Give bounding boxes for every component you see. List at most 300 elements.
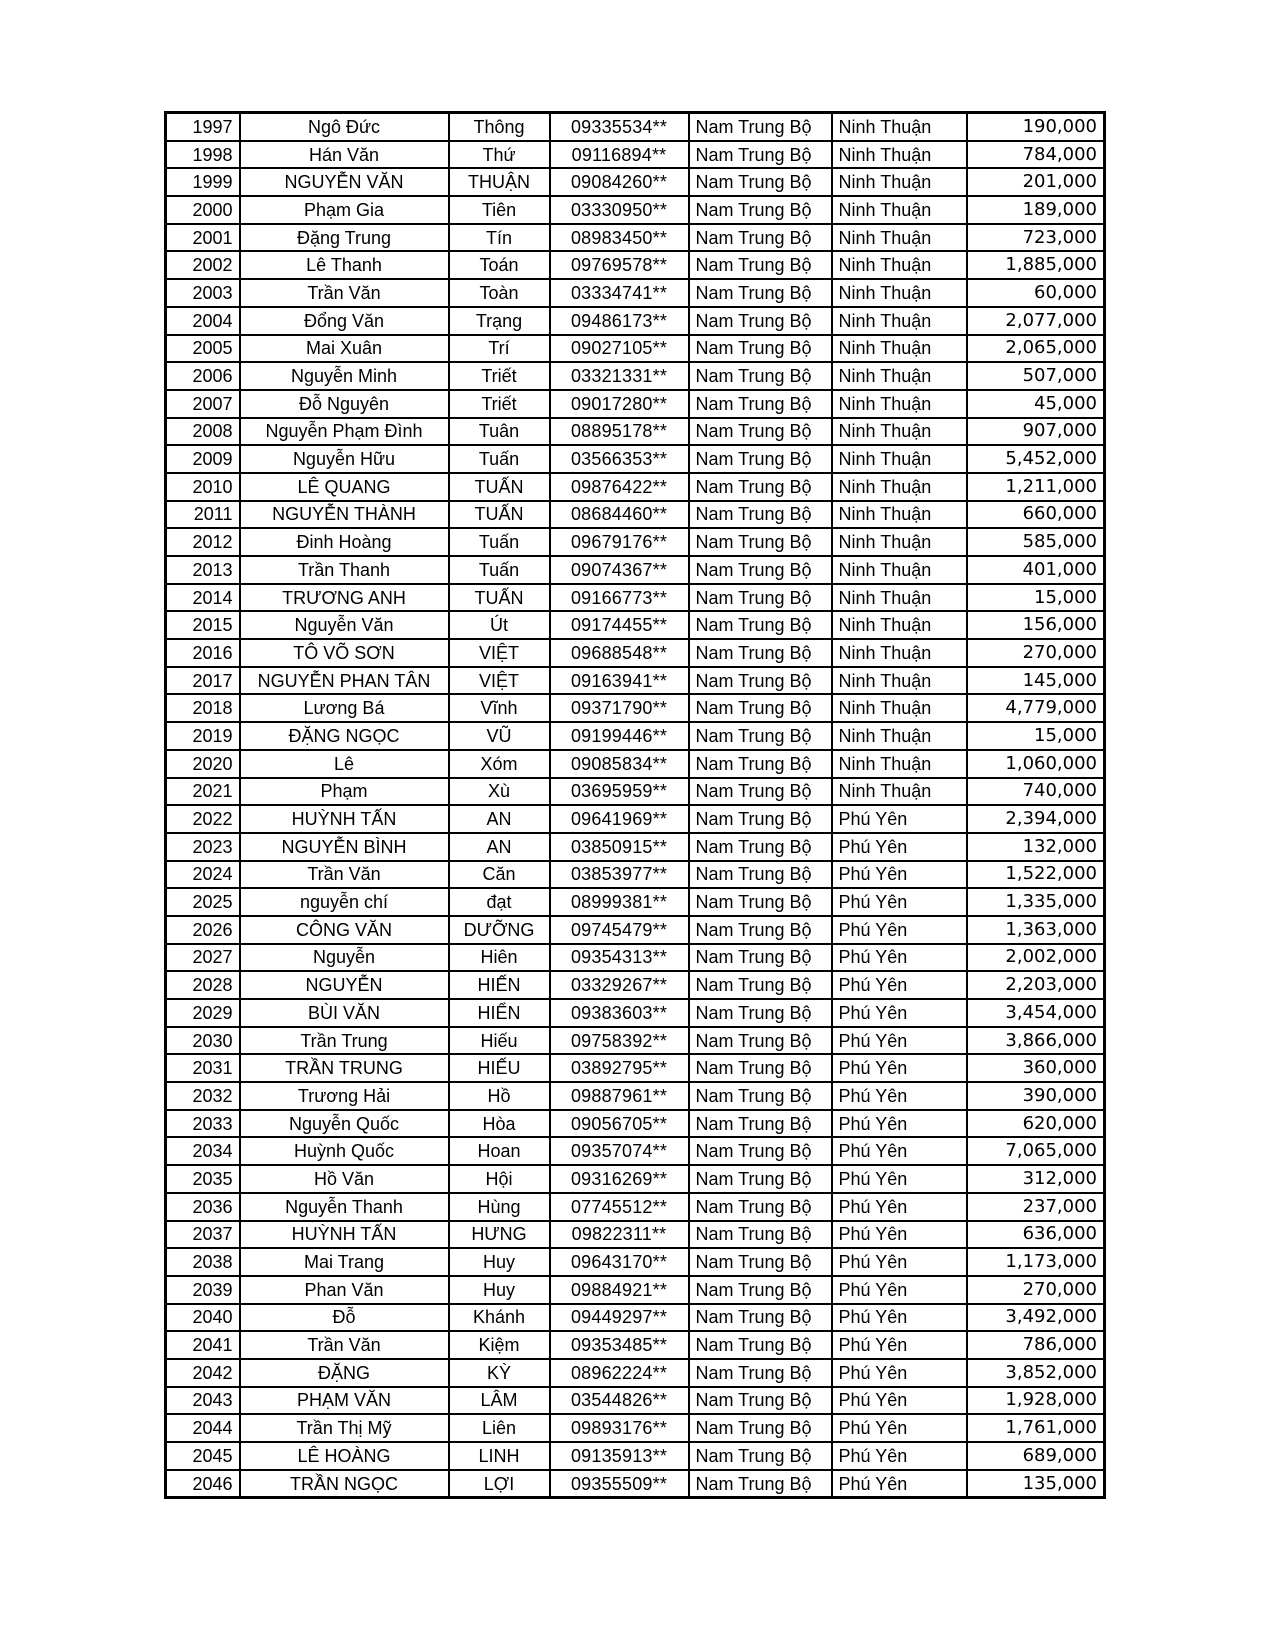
province-cell: Ninh Thuận xyxy=(832,362,967,390)
surname-middle-name-cell: Nguyễn Văn xyxy=(240,611,449,639)
given-name-cell: HIỂN xyxy=(449,999,550,1027)
province-cell: Phú Yên xyxy=(832,999,967,1027)
phone-masked-cell: 03321331** xyxy=(550,362,689,390)
region-cell: Nam Trung Bộ xyxy=(689,1331,832,1359)
province-cell: Phú Yên xyxy=(832,805,967,833)
region-cell: Nam Trung Bộ xyxy=(689,528,832,556)
province-cell: Ninh Thuận xyxy=(832,113,967,141)
surname-middle-name-cell: ĐẶNG NGỌC xyxy=(240,722,449,750)
given-name-cell: Tuấn xyxy=(449,528,550,556)
table-row xyxy=(166,1221,1105,1249)
surname-middle-name-cell: ĐẶNG xyxy=(240,1359,449,1387)
surname-middle-name-cell: Trần Văn xyxy=(240,861,449,889)
amount-cell: 60,000 xyxy=(967,279,1105,307)
region-cell: Nam Trung Bộ xyxy=(689,362,832,390)
given-name-cell: DƯỠNG xyxy=(449,916,550,944)
table-row xyxy=(166,1137,1105,1165)
table-row xyxy=(166,611,1105,639)
phone-masked-cell: 09116894** xyxy=(550,141,689,169)
given-name-cell: Thông xyxy=(449,113,550,141)
row-number-cell: 2004 xyxy=(166,307,240,335)
surname-middle-name-cell: NGUYỄN xyxy=(240,971,449,999)
row-number-cell: 2044 xyxy=(166,1414,240,1442)
province-cell: Phú Yên xyxy=(832,1137,967,1165)
province-cell: Phú Yên xyxy=(832,1276,967,1304)
given-name-cell: Liên xyxy=(449,1414,550,1442)
region-cell: Nam Trung Bộ xyxy=(689,1387,832,1415)
given-name-cell: Hòa xyxy=(449,1110,550,1138)
row-number-cell: 2006 xyxy=(166,362,240,390)
phone-masked-cell: 09641969** xyxy=(550,805,689,833)
table-row xyxy=(166,418,1105,446)
amount-cell: 4,779,000 xyxy=(967,694,1105,722)
given-name-cell: Trạng xyxy=(449,307,550,335)
region-cell: Nam Trung Bộ xyxy=(689,639,832,667)
table-row xyxy=(166,999,1105,1027)
row-number-cell: 2010 xyxy=(166,473,240,501)
amount-cell: 190,000 xyxy=(967,113,1105,141)
province-cell: Ninh Thuận xyxy=(832,445,967,473)
amount-cell: 740,000 xyxy=(967,778,1105,806)
province-cell: Phú Yên xyxy=(832,1331,967,1359)
table-row xyxy=(166,971,1105,999)
region-cell: Nam Trung Bộ xyxy=(689,196,832,224)
amount-cell: 660,000 xyxy=(967,501,1105,529)
table-row xyxy=(166,1276,1105,1304)
surname-middle-name-cell: Mai Xuân xyxy=(240,335,449,363)
province-cell: Ninh Thuận xyxy=(832,251,967,279)
province-cell: Ninh Thuận xyxy=(832,778,967,806)
province-cell: Phú Yên xyxy=(832,1221,967,1249)
given-name-cell: Kiệm xyxy=(449,1331,550,1359)
amount-cell: 585,000 xyxy=(967,528,1105,556)
given-name-cell: Huy xyxy=(449,1276,550,1304)
province-cell: Ninh Thuận xyxy=(832,418,967,446)
amount-cell: 7,065,000 xyxy=(967,1137,1105,1165)
region-cell: Nam Trung Bộ xyxy=(689,888,832,916)
table-row xyxy=(166,335,1105,363)
region-cell: Nam Trung Bộ xyxy=(689,279,832,307)
row-number-cell: 2039 xyxy=(166,1276,240,1304)
amount-cell: 270,000 xyxy=(967,639,1105,667)
amount-cell: 360,000 xyxy=(967,1054,1105,1082)
region-cell: Nam Trung Bộ xyxy=(689,805,832,833)
row-number-cell: 2029 xyxy=(166,999,240,1027)
given-name-cell: Tuấn xyxy=(449,445,550,473)
region-cell: Nam Trung Bộ xyxy=(689,861,832,889)
table-row xyxy=(166,1414,1105,1442)
given-name-cell: Hoan xyxy=(449,1137,550,1165)
row-number-cell: 2042 xyxy=(166,1359,240,1387)
surname-middle-name-cell: BÙI VĂN xyxy=(240,999,449,1027)
row-number-cell: 1997 xyxy=(166,113,240,141)
region-cell: Nam Trung Bộ xyxy=(689,1442,832,1470)
table-row xyxy=(166,279,1105,307)
amount-cell: 636,000 xyxy=(967,1221,1105,1249)
table-row xyxy=(166,528,1105,556)
region-cell: Nam Trung Bộ xyxy=(689,307,832,335)
region-cell: Nam Trung Bộ xyxy=(689,584,832,612)
amount-cell: 312,000 xyxy=(967,1165,1105,1193)
surname-middle-name-cell: Nguyễn Phạm Đình xyxy=(240,418,449,446)
region-cell: Nam Trung Bộ xyxy=(689,611,832,639)
row-number-cell: 2016 xyxy=(166,639,240,667)
row-number-cell: 2013 xyxy=(166,556,240,584)
province-cell: Phú Yên xyxy=(832,1442,967,1470)
given-name-cell: VIỆT xyxy=(449,667,550,695)
given-name-cell: LINH xyxy=(449,1442,550,1470)
province-cell: Ninh Thuận xyxy=(832,611,967,639)
row-number-cell: 2038 xyxy=(166,1248,240,1276)
phone-masked-cell: 09679176** xyxy=(550,528,689,556)
row-number-cell: 2015 xyxy=(166,611,240,639)
surname-middle-name-cell: Nguyễn Quốc xyxy=(240,1110,449,1138)
row-number-cell: 2012 xyxy=(166,528,240,556)
region-cell: Nam Trung Bộ xyxy=(689,1082,832,1110)
surname-middle-name-cell: Mai Trang xyxy=(240,1248,449,1276)
province-cell: Ninh Thuận xyxy=(832,750,967,778)
amount-cell: 2,394,000 xyxy=(967,805,1105,833)
surname-middle-name-cell: Trần Thanh xyxy=(240,556,449,584)
surname-middle-name-cell: Đỗ xyxy=(240,1304,449,1332)
province-cell: Phú Yên xyxy=(832,1470,967,1498)
table-row xyxy=(166,556,1105,584)
phone-masked-cell: 08895178** xyxy=(550,418,689,446)
phone-masked-cell: 09084260** xyxy=(550,168,689,196)
amount-cell: 1,363,000 xyxy=(967,916,1105,944)
phone-masked-cell: 09027105** xyxy=(550,335,689,363)
table-row xyxy=(166,1470,1105,1498)
surname-middle-name-cell: NGUYỄN PHAN TÂN xyxy=(240,667,449,695)
row-number-cell: 2026 xyxy=(166,916,240,944)
table-row xyxy=(166,251,1105,279)
row-number-cell: 2021 xyxy=(166,778,240,806)
amount-cell: 507,000 xyxy=(967,362,1105,390)
row-number-cell: 2025 xyxy=(166,888,240,916)
given-name-cell: KỲ xyxy=(449,1359,550,1387)
region-cell: Nam Trung Bộ xyxy=(689,999,832,1027)
table-row xyxy=(166,1359,1105,1387)
surname-middle-name-cell: Hồ Văn xyxy=(240,1165,449,1193)
province-cell: Ninh Thuận xyxy=(832,141,967,169)
given-name-cell: HIẾU xyxy=(449,1054,550,1082)
phone-masked-cell: 03853977** xyxy=(550,861,689,889)
row-number-cell: 2009 xyxy=(166,445,240,473)
given-name-cell: TUẤN xyxy=(449,473,550,501)
given-name-cell: Hội xyxy=(449,1165,550,1193)
given-name-cell: Tiên xyxy=(449,196,550,224)
surname-middle-name-cell: PHẠM VĂN xyxy=(240,1387,449,1415)
row-number-cell: 2022 xyxy=(166,805,240,833)
province-cell: Ninh Thuận xyxy=(832,556,967,584)
table-row xyxy=(166,694,1105,722)
given-name-cell: Xóm xyxy=(449,750,550,778)
region-cell: Nam Trung Bộ xyxy=(689,1110,832,1138)
phone-masked-cell: 09893176** xyxy=(550,1414,689,1442)
given-name-cell: LÂM xyxy=(449,1387,550,1415)
phone-masked-cell: 09486173** xyxy=(550,307,689,335)
table-row xyxy=(166,916,1105,944)
table-row xyxy=(166,473,1105,501)
amount-cell: 189,000 xyxy=(967,196,1105,224)
given-name-cell: Út xyxy=(449,611,550,639)
phone-masked-cell: 08962224** xyxy=(550,1359,689,1387)
table-row xyxy=(166,168,1105,196)
amount-cell: 2,065,000 xyxy=(967,335,1105,363)
province-cell: Ninh Thuận xyxy=(832,224,967,252)
surname-middle-name-cell: Nguyễn xyxy=(240,944,449,972)
province-cell: Phú Yên xyxy=(832,1110,967,1138)
given-name-cell: Căn xyxy=(449,861,550,889)
phone-masked-cell: 09383603** xyxy=(550,999,689,1027)
table-row xyxy=(166,750,1105,778)
row-number-cell: 2007 xyxy=(166,390,240,418)
surname-middle-name-cell: Trương Hải xyxy=(240,1082,449,1110)
surname-middle-name-cell: Nguyễn Minh xyxy=(240,362,449,390)
row-number-cell: 2028 xyxy=(166,971,240,999)
given-name-cell: Triết xyxy=(449,362,550,390)
row-number-cell: 2003 xyxy=(166,279,240,307)
given-name-cell: LỢI xyxy=(449,1470,550,1498)
phone-masked-cell: 09769578** xyxy=(550,251,689,279)
amount-cell: 45,000 xyxy=(967,390,1105,418)
table-row xyxy=(166,1054,1105,1082)
phone-masked-cell: 03850915** xyxy=(550,833,689,861)
phone-masked-cell: 09174455** xyxy=(550,611,689,639)
amount-cell: 5,452,000 xyxy=(967,445,1105,473)
table-row xyxy=(166,445,1105,473)
phone-masked-cell: 03334741** xyxy=(550,279,689,307)
amount-cell: 132,000 xyxy=(967,833,1105,861)
phone-masked-cell: 07745512** xyxy=(550,1193,689,1221)
phone-masked-cell: 09643170** xyxy=(550,1248,689,1276)
amount-cell: 145,000 xyxy=(967,667,1105,695)
province-cell: Phú Yên xyxy=(832,861,967,889)
province-cell: Ninh Thuận xyxy=(832,584,967,612)
table-row xyxy=(166,1387,1105,1415)
surname-middle-name-cell: Đặng Trung xyxy=(240,224,449,252)
amount-cell: 3,852,000 xyxy=(967,1359,1105,1387)
surname-middle-name-cell: Lê xyxy=(240,750,449,778)
region-cell: Nam Trung Bộ xyxy=(689,1248,832,1276)
phone-masked-cell: 09357074** xyxy=(550,1137,689,1165)
amount-cell: 15,000 xyxy=(967,584,1105,612)
row-number-cell: 2017 xyxy=(166,667,240,695)
region-cell: Nam Trung Bộ xyxy=(689,1221,832,1249)
given-name-cell: TUẤN xyxy=(449,501,550,529)
region-cell: Nam Trung Bộ xyxy=(689,1137,832,1165)
phone-masked-cell: 08999381** xyxy=(550,888,689,916)
region-cell: Nam Trung Bộ xyxy=(689,445,832,473)
province-cell: Ninh Thuận xyxy=(832,694,967,722)
row-number-cell: 2011 xyxy=(166,501,240,529)
table-row xyxy=(166,833,1105,861)
phone-masked-cell: 09884921** xyxy=(550,1276,689,1304)
amount-cell: 907,000 xyxy=(967,418,1105,446)
region-cell: Nam Trung Bộ xyxy=(689,667,832,695)
amount-cell: 3,454,000 xyxy=(967,999,1105,1027)
surname-middle-name-cell: TRƯƠNG ANH xyxy=(240,584,449,612)
phone-masked-cell: 09335534** xyxy=(550,113,689,141)
phone-masked-cell: 03566353** xyxy=(550,445,689,473)
surname-middle-name-cell: Đỗ Nguyên xyxy=(240,390,449,418)
row-number-cell: 2046 xyxy=(166,1470,240,1498)
surname-middle-name-cell: Hán Văn xyxy=(240,141,449,169)
province-cell: Phú Yên xyxy=(832,944,967,972)
province-cell: Phú Yên xyxy=(832,1304,967,1332)
phone-masked-cell: 09745479** xyxy=(550,916,689,944)
region-cell: Nam Trung Bộ xyxy=(689,556,832,584)
surname-middle-name-cell: TÔ VÕ SƠN xyxy=(240,639,449,667)
surname-middle-name-cell: Đổng Văn xyxy=(240,307,449,335)
amount-cell: 1,885,000 xyxy=(967,251,1105,279)
row-number-cell: 2000 xyxy=(166,196,240,224)
table-row xyxy=(166,141,1105,169)
phone-masked-cell: 09017280** xyxy=(550,390,689,418)
province-cell: Ninh Thuận xyxy=(832,528,967,556)
surname-middle-name-cell: Đinh Hoàng xyxy=(240,528,449,556)
region-cell: Nam Trung Bộ xyxy=(689,916,832,944)
row-number-cell: 2014 xyxy=(166,584,240,612)
province-cell: Phú Yên xyxy=(832,1193,967,1221)
phone-masked-cell: 09449297** xyxy=(550,1304,689,1332)
table-row xyxy=(166,307,1105,335)
row-number-cell: 2036 xyxy=(166,1193,240,1221)
given-name-cell: Khánh xyxy=(449,1304,550,1332)
surname-middle-name-cell: Nguyễn Thanh xyxy=(240,1193,449,1221)
surname-middle-name-cell: NGUYỄN THÀNH xyxy=(240,501,449,529)
province-cell: Phú Yên xyxy=(832,1248,967,1276)
given-name-cell: Hồ xyxy=(449,1082,550,1110)
row-number-cell: 2041 xyxy=(166,1331,240,1359)
given-name-cell: Toàn xyxy=(449,279,550,307)
row-number-cell: 2018 xyxy=(166,694,240,722)
surname-middle-name-cell: Trần Trung xyxy=(240,1027,449,1055)
row-number-cell: 2001 xyxy=(166,224,240,252)
province-cell: Ninh Thuận xyxy=(832,390,967,418)
region-cell: Nam Trung Bộ xyxy=(689,694,832,722)
row-number-cell: 2040 xyxy=(166,1304,240,1332)
row-number-cell: 2020 xyxy=(166,750,240,778)
region-cell: Nam Trung Bộ xyxy=(689,418,832,446)
region-cell: Nam Trung Bộ xyxy=(689,1165,832,1193)
province-cell: Phú Yên xyxy=(832,916,967,944)
given-name-cell: TUẤN xyxy=(449,584,550,612)
region-cell: Nam Trung Bộ xyxy=(689,1276,832,1304)
given-name-cell: Hùng xyxy=(449,1193,550,1221)
given-name-cell: AN xyxy=(449,805,550,833)
surname-middle-name-cell: CÔNG VĂN xyxy=(240,916,449,944)
region-cell: Nam Trung Bộ xyxy=(689,722,832,750)
province-cell: Ninh Thuận xyxy=(832,335,967,363)
amount-cell: 1,211,000 xyxy=(967,473,1105,501)
row-number-cell: 2008 xyxy=(166,418,240,446)
region-cell: Nam Trung Bộ xyxy=(689,1470,832,1498)
amount-cell: 689,000 xyxy=(967,1442,1105,1470)
amount-cell: 3,866,000 xyxy=(967,1027,1105,1055)
row-number-cell: 2024 xyxy=(166,861,240,889)
surname-middle-name-cell: Huỳnh Quốc xyxy=(240,1137,449,1165)
phone-masked-cell: 09355509** xyxy=(550,1470,689,1498)
amount-cell: 1,522,000 xyxy=(967,861,1105,889)
table-row xyxy=(166,1165,1105,1193)
province-cell: Ninh Thuận xyxy=(832,667,967,695)
amount-cell: 1,928,000 xyxy=(967,1387,1105,1415)
region-cell: Nam Trung Bộ xyxy=(689,335,832,363)
table-row xyxy=(166,667,1105,695)
province-cell: Ninh Thuận xyxy=(832,501,967,529)
region-cell: Nam Trung Bộ xyxy=(689,750,832,778)
province-cell: Phú Yên xyxy=(832,888,967,916)
given-name-cell: Thứ xyxy=(449,141,550,169)
row-number-cell: 2045 xyxy=(166,1442,240,1470)
region-cell: Nam Trung Bộ xyxy=(689,1054,832,1082)
given-name-cell: Tín xyxy=(449,224,550,252)
amount-cell: 784,000 xyxy=(967,141,1105,169)
phone-masked-cell: 09354313** xyxy=(550,944,689,972)
beneficiary-table-body xyxy=(166,113,1105,1498)
given-name-cell: Tuân xyxy=(449,418,550,446)
province-cell: Ninh Thuận xyxy=(832,168,967,196)
table-row xyxy=(166,1110,1105,1138)
surname-middle-name-cell: Nguyễn Hữu xyxy=(240,445,449,473)
amount-cell: 2,077,000 xyxy=(967,307,1105,335)
surname-middle-name-cell: Phạm Gia xyxy=(240,196,449,224)
given-name-cell: HIẾN xyxy=(449,971,550,999)
surname-middle-name-cell: TRẦN TRUNG xyxy=(240,1054,449,1082)
amount-cell: 1,761,000 xyxy=(967,1414,1105,1442)
phone-masked-cell: 09758392** xyxy=(550,1027,689,1055)
surname-middle-name-cell: HUỲNH TẤN xyxy=(240,1221,449,1249)
table-row xyxy=(166,1304,1105,1332)
province-cell: Ninh Thuận xyxy=(832,307,967,335)
table-row xyxy=(166,639,1105,667)
table-row xyxy=(166,113,1105,141)
amount-cell: 2,203,000 xyxy=(967,971,1105,999)
amount-cell: 1,060,000 xyxy=(967,750,1105,778)
table-row xyxy=(166,944,1105,972)
province-cell: Phú Yên xyxy=(832,1359,967,1387)
region-cell: Nam Trung Bộ xyxy=(689,1193,832,1221)
amount-cell: 723,000 xyxy=(967,224,1105,252)
region-cell: Nam Trung Bộ xyxy=(689,141,832,169)
surname-middle-name-cell: Trần Thị Mỹ xyxy=(240,1414,449,1442)
province-cell: Ninh Thuận xyxy=(832,722,967,750)
row-number-cell: 2005 xyxy=(166,335,240,363)
province-cell: Phú Yên xyxy=(832,1082,967,1110)
surname-middle-name-cell: Trần Văn xyxy=(240,1331,449,1359)
row-number-cell: 2030 xyxy=(166,1027,240,1055)
amount-cell: 620,000 xyxy=(967,1110,1105,1138)
table-row xyxy=(166,1442,1105,1470)
province-cell: Phú Yên xyxy=(832,1027,967,1055)
given-name-cell: Vĩnh xyxy=(449,694,550,722)
amount-cell: 15,000 xyxy=(967,722,1105,750)
region-cell: Nam Trung Bộ xyxy=(689,944,832,972)
province-cell: Phú Yên xyxy=(832,833,967,861)
phone-masked-cell: 09876422** xyxy=(550,473,689,501)
region-cell: Nam Trung Bộ xyxy=(689,971,832,999)
table-row xyxy=(166,196,1105,224)
surname-middle-name-cell: Phan Văn xyxy=(240,1276,449,1304)
province-cell: Ninh Thuận xyxy=(832,279,967,307)
row-number-cell: 2023 xyxy=(166,833,240,861)
given-name-cell: VIỆT xyxy=(449,639,550,667)
region-cell: Nam Trung Bộ xyxy=(689,501,832,529)
province-cell: Phú Yên xyxy=(832,1054,967,1082)
phone-masked-cell: 09199446** xyxy=(550,722,689,750)
given-name-cell: Toán xyxy=(449,251,550,279)
